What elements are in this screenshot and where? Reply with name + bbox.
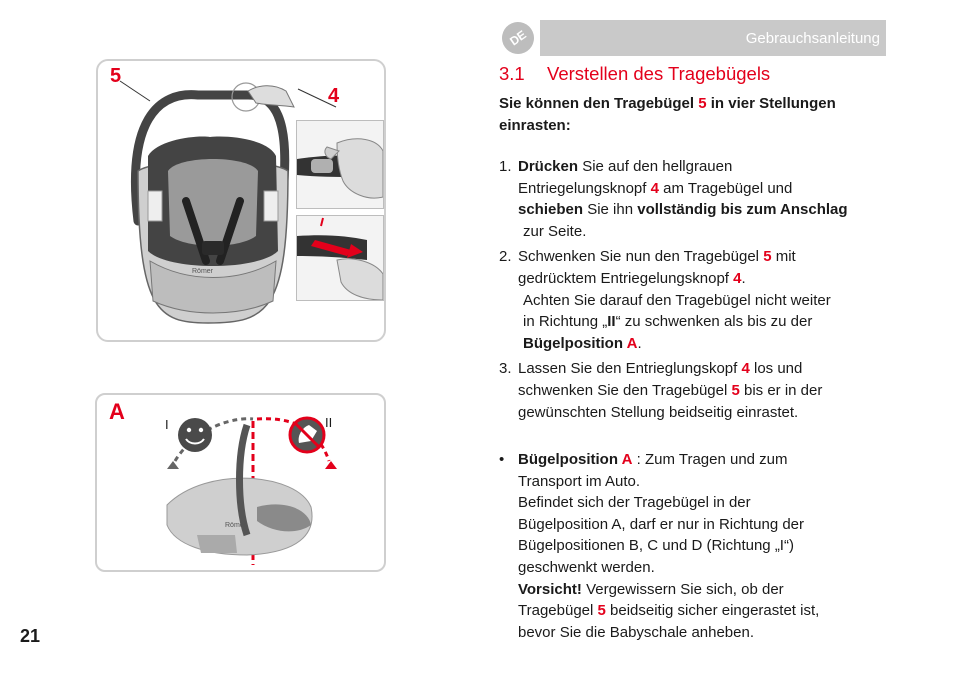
step-text: gewünschten Stellung beidseitig einrastet. <box>518 403 799 421</box>
ref-a: A <box>626 334 638 352</box>
intro-text: Sie können den Tragebügel <box>499 95 699 112</box>
step-number: 1. <box>499 158 512 175</box>
step-text: Entriegelungsknopf <box>518 179 651 197</box>
step-text: am Tragebügel und <box>658 179 793 197</box>
hand-slide-icon <box>297 216 383 300</box>
ref-a: A <box>621 451 633 468</box>
ref-5: 5 <box>731 381 740 399</box>
step-text: . <box>741 269 746 287</box>
bullet-mark: • <box>499 451 505 468</box>
ref-5: 5 <box>763 248 772 266</box>
prohibited-hand-icon <box>290 418 324 452</box>
step-text: schieben <box>518 201 584 219</box>
note-text: Transport im Auto. <box>518 472 640 490</box>
step-text: los und <box>749 360 803 378</box>
instruction-steps <box>499 156 889 427</box>
ref-4: 4 <box>741 360 750 378</box>
step-2 <box>499 246 889 354</box>
step-line <box>518 333 889 355</box>
hand-press-icon <box>297 121 383 208</box>
note-text: Tragebügel <box>518 602 598 620</box>
smiley-icon <box>178 418 212 452</box>
step-text: “ zu schwenken als bis zu der <box>615 313 813 331</box>
step-number: 3. <box>499 360 512 378</box>
note-bullet <box>499 449 898 643</box>
language-badge: DE <box>496 16 541 61</box>
intro-text-end: in vier Stellungen einrasten: <box>499 95 836 134</box>
ref-5: 5 <box>597 602 606 620</box>
figure-handle-position <box>95 393 386 572</box>
ref-5: 5 <box>698 95 707 112</box>
step-text: Drücken <box>518 158 579 175</box>
section-title: Verstellen des Tragebügels <box>547 63 771 84</box>
inset-slide-button <box>296 215 384 301</box>
page-number: 21 <box>20 626 41 646</box>
step-text: II <box>607 313 616 331</box>
section-number: 3.1 <box>499 63 525 84</box>
step-text: Sie auf den hellgrauen <box>578 158 733 175</box>
step-text: Lassen Sie den Entrieglungskopf <box>518 360 742 378</box>
section-intro <box>499 93 899 137</box>
step-text: Achten Sie darauf den Tragebügel nicht weiter <box>523 291 831 309</box>
inset-press-button <box>296 120 384 209</box>
step-text: vollständig bis zum Anschlag <box>637 201 848 219</box>
note-text: Bügelposition <box>518 451 622 468</box>
step-text: . <box>637 334 642 352</box>
figure-seat-handle <box>96 59 386 342</box>
step-text: mit <box>771 248 796 266</box>
step-line <box>518 311 889 333</box>
step-text: Bügelposition <box>523 334 627 352</box>
note-text: Bügelpositionen B, C und D (Richtung „I“) <box>518 537 794 555</box>
ref-4: 4 <box>650 179 659 197</box>
step-text: gedrücktem Entriegelungsknopf <box>518 269 734 287</box>
note-text: beidseitig sicher eingerastet ist, <box>605 602 820 620</box>
ref-4: 4 <box>733 269 742 287</box>
section-heading <box>499 63 770 85</box>
warning-label: Vorsicht! <box>518 580 582 598</box>
note-text: Bügelposition A, darf er nur in Richtung der <box>518 515 805 533</box>
step-text: Schwenken Sie nun den Tragebügel <box>518 248 764 266</box>
step-3 <box>499 358 889 423</box>
label-5: 5 <box>110 65 122 87</box>
label-a: A <box>109 399 125 424</box>
step-1 <box>499 156 889 242</box>
manual-title: Gebrauchsanleitung <box>745 30 880 47</box>
step-text: bis er in der <box>739 381 823 399</box>
step-text: Sie ihn <box>583 201 638 219</box>
label-4: 4 <box>328 85 340 107</box>
brand-mark: Römer <box>225 522 247 529</box>
position-ii-label: II <box>325 415 333 430</box>
position-illustration <box>97 395 384 570</box>
note-text: geschwenkt werden. <box>518 558 655 576</box>
note-text: bevor Sie die Babyschale anheben. <box>518 623 755 641</box>
note-text: : Zum Tragen und zum <box>632 451 788 468</box>
step-text: zur Seite. <box>523 222 587 240</box>
step-text: schwenken Sie den Tragebügel <box>518 381 732 399</box>
brand-mark: Römer <box>192 268 214 275</box>
step-text: in Richtung „ <box>523 313 608 331</box>
note-text: Vergewissern Sie sich, ob der <box>581 580 784 598</box>
position-i-label: I <box>165 417 169 432</box>
step-number: 2. <box>499 248 512 266</box>
note-text: Befindet sich der Tragebügel in der <box>518 494 751 512</box>
